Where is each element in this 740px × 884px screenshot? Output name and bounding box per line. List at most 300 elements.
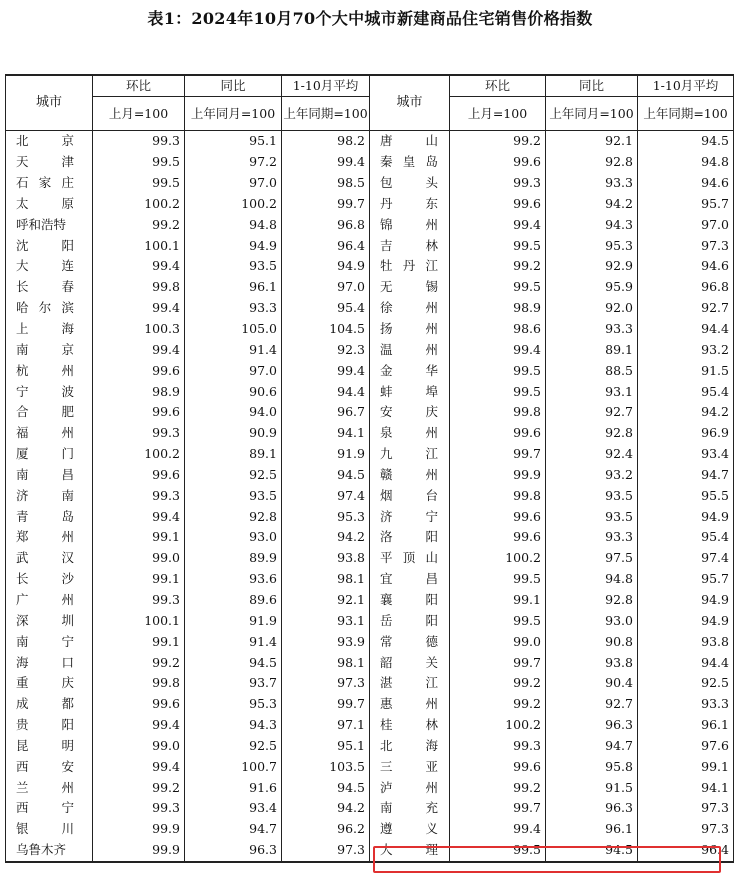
city-name-cell — [6, 715, 93, 736]
avg-value: 99.7 — [282, 694, 370, 715]
table-row — [6, 756, 734, 777]
avg-value: 94.5 — [282, 465, 370, 486]
mom-value: 99.3 — [93, 798, 185, 819]
avg-value: 97.3 — [638, 798, 734, 819]
city-name-cell — [370, 590, 450, 611]
yoy-value: 96.1 — [185, 277, 282, 298]
mom-value: 99.8 — [450, 402, 546, 423]
mom-value: 99.4 — [450, 819, 546, 840]
mom-value: 99.2 — [450, 673, 546, 694]
mom-value: 99.3 — [93, 485, 185, 506]
city-name: 杭州 — [16, 362, 74, 378]
city-name-cell — [6, 131, 93, 152]
header-mom-sub-right: 上月=100 — [450, 97, 546, 131]
city-name: 吉林 — [380, 237, 438, 253]
city-name-cell — [6, 819, 93, 840]
table-body — [6, 131, 734, 862]
city-name-cell — [6, 631, 93, 652]
mom-value: 99.9 — [93, 840, 185, 862]
city-name-cell — [6, 485, 93, 506]
yoy-value: 93.0 — [185, 527, 282, 548]
city-name: 洛阳 — [380, 529, 438, 545]
table-row — [6, 798, 734, 819]
avg-value: 99.4 — [282, 360, 370, 381]
city-name: 徐州 — [380, 300, 438, 316]
city-name-cell — [370, 444, 450, 465]
avg-value: 95.3 — [282, 506, 370, 527]
table-row — [6, 444, 734, 465]
header-yoy-left: 同比 — [185, 75, 282, 97]
city-name: 九江 — [380, 446, 438, 462]
city-name: 长沙 — [16, 571, 74, 587]
city-name-cell — [6, 339, 93, 360]
city-name: 湛江 — [380, 675, 438, 691]
avg-value: 98.1 — [282, 569, 370, 590]
yoy-value: 97.0 — [185, 173, 282, 194]
mom-value: 99.4 — [93, 756, 185, 777]
yoy-value: 93.0 — [546, 610, 638, 631]
avg-value: 93.3 — [638, 694, 734, 715]
city-name: 牡丹江 — [380, 258, 438, 274]
city-name: 唐山 — [380, 133, 438, 149]
avg-value: 93.8 — [282, 548, 370, 569]
yoy-value: 92.5 — [185, 735, 282, 756]
avg-value: 104.5 — [282, 319, 370, 340]
yoy-value: 93.4 — [185, 798, 282, 819]
mom-value: 99.2 — [93, 777, 185, 798]
table-row — [6, 610, 734, 631]
table-row — [6, 465, 734, 486]
table-row — [6, 152, 734, 173]
mom-value: 99.5 — [450, 277, 546, 298]
mom-value: 98.6 — [450, 319, 546, 340]
avg-value: 97.3 — [282, 840, 370, 862]
mom-value: 99.0 — [93, 548, 185, 569]
yoy-value: 96.3 — [546, 798, 638, 819]
city-name: 平顶山 — [380, 550, 438, 566]
avg-value: 93.4 — [638, 444, 734, 465]
city-name: 常德 — [380, 633, 438, 649]
city-name-cell — [6, 527, 93, 548]
city-name-cell — [370, 756, 450, 777]
city-name: 北京 — [16, 133, 74, 149]
mom-value: 99.2 — [93, 214, 185, 235]
table-row — [6, 840, 734, 862]
yoy-value: 105.0 — [185, 319, 282, 340]
yoy-value: 93.1 — [546, 381, 638, 402]
mom-value: 99.7 — [450, 444, 546, 465]
yoy-value: 94.7 — [546, 735, 638, 756]
yoy-value: 92.8 — [546, 590, 638, 611]
city-name-cell — [6, 652, 93, 673]
table-row — [6, 360, 734, 381]
table-row — [6, 194, 734, 215]
city-name: 襄阳 — [380, 591, 438, 607]
yoy-value: 94.5 — [185, 652, 282, 673]
avg-value: 96.4 — [638, 840, 734, 862]
city-name: 北海 — [380, 737, 438, 753]
city-name: 银川 — [16, 821, 74, 837]
city-name: 昆明 — [16, 737, 74, 753]
avg-value: 95.5 — [638, 485, 734, 506]
avg-value: 94.7 — [638, 465, 734, 486]
city-name: 武汉 — [16, 550, 74, 566]
avg-value: 94.9 — [638, 610, 734, 631]
price-index-table — [5, 74, 734, 863]
city-name: 桂林 — [380, 717, 438, 733]
mom-value: 99.5 — [93, 152, 185, 173]
city-name-cell — [370, 694, 450, 715]
mom-value: 100.3 — [93, 319, 185, 340]
mom-value: 99.2 — [450, 131, 546, 152]
avg-value: 94.9 — [282, 256, 370, 277]
city-name: 赣州 — [380, 466, 438, 482]
avg-value: 92.5 — [638, 673, 734, 694]
mom-value: 98.9 — [450, 298, 546, 319]
city-name: 丹东 — [380, 195, 438, 211]
mom-value: 99.0 — [93, 735, 185, 756]
avg-value: 93.8 — [638, 631, 734, 652]
header-mom-left: 环比 — [93, 75, 185, 97]
header-avg-sub-right: 上年同期=100 — [638, 97, 734, 131]
city-name-cell — [370, 152, 450, 173]
city-name-cell — [6, 610, 93, 631]
mom-value: 99.8 — [93, 673, 185, 694]
city-name-cell — [6, 360, 93, 381]
city-name: 无锡 — [380, 279, 438, 295]
city-name: 蚌埠 — [380, 383, 438, 399]
yoy-value: 96.3 — [546, 715, 638, 736]
yoy-value: 92.8 — [546, 423, 638, 444]
avg-value: 94.4 — [282, 381, 370, 402]
city-name-cell — [370, 819, 450, 840]
mom-value: 100.1 — [93, 610, 185, 631]
yoy-value: 92.9 — [546, 256, 638, 277]
city-name-cell — [6, 590, 93, 611]
city-name-cell — [6, 173, 93, 194]
mom-value: 99.5 — [450, 610, 546, 631]
avg-value: 96.7 — [282, 402, 370, 423]
yoy-value: 95.3 — [546, 235, 638, 256]
avg-value: 97.6 — [638, 735, 734, 756]
city-name: 韶关 — [380, 654, 438, 670]
city-name: 福州 — [16, 425, 74, 441]
avg-value: 94.2 — [282, 798, 370, 819]
city-name-cell — [6, 673, 93, 694]
yoy-value: 97.2 — [185, 152, 282, 173]
mom-value: 100.2 — [93, 194, 185, 215]
avg-value: 95.4 — [638, 381, 734, 402]
city-name-cell — [370, 360, 450, 381]
table-row — [6, 569, 734, 590]
mom-value: 99.1 — [93, 631, 185, 652]
avg-value: 95.4 — [282, 298, 370, 319]
yoy-value: 92.7 — [546, 402, 638, 423]
city-name-cell — [370, 319, 450, 340]
city-name-cell — [370, 527, 450, 548]
yoy-value: 91.9 — [185, 610, 282, 631]
city-name-cell — [6, 444, 93, 465]
city-name: 厦门 — [16, 446, 74, 462]
city-name: 天津 — [16, 154, 74, 170]
city-name: 惠州 — [380, 696, 438, 712]
city-name: 秦皇岛 — [380, 154, 438, 170]
avg-value: 98.2 — [282, 131, 370, 152]
avg-value: 94.9 — [638, 506, 734, 527]
city-name-cell — [370, 569, 450, 590]
city-name-cell — [370, 840, 450, 862]
table-row — [6, 485, 734, 506]
table-row — [6, 548, 734, 569]
yoy-value: 95.8 — [546, 756, 638, 777]
avg-value: 98.5 — [282, 173, 370, 194]
mom-value: 98.9 — [93, 381, 185, 402]
city-name: 包头 — [380, 175, 438, 191]
city-name: 南昌 — [16, 466, 74, 482]
table-row — [6, 527, 734, 548]
avg-value: 92.1 — [282, 590, 370, 611]
yoy-value: 94.3 — [185, 715, 282, 736]
city-name: 郑州 — [16, 529, 74, 545]
avg-value: 96.4 — [282, 235, 370, 256]
mom-value: 99.6 — [93, 360, 185, 381]
header-avg-left: 1-10月平均 — [282, 75, 370, 97]
mom-value: 99.3 — [93, 590, 185, 611]
city-name-cell — [370, 735, 450, 756]
yoy-value: 94.3 — [546, 214, 638, 235]
city-name: 贵阳 — [16, 717, 74, 733]
header-mom-sub-left: 上月=100 — [93, 97, 185, 131]
city-name: 大理 — [380, 842, 438, 858]
header-yoy-sub-left: 上年同月=100 — [185, 97, 282, 131]
avg-value: 94.2 — [638, 402, 734, 423]
city-name: 金华 — [380, 362, 438, 378]
table-row — [6, 173, 734, 194]
city-name: 烟台 — [380, 487, 438, 503]
mom-value: 99.5 — [450, 569, 546, 590]
table-row — [6, 235, 734, 256]
city-name-cell — [370, 256, 450, 277]
yoy-value: 91.5 — [546, 777, 638, 798]
mom-value: 99.3 — [450, 735, 546, 756]
mom-value: 99.6 — [450, 527, 546, 548]
mom-value: 99.2 — [450, 256, 546, 277]
mom-value: 99.0 — [450, 631, 546, 652]
yoy-value: 100.2 — [185, 194, 282, 215]
avg-value: 93.1 — [282, 610, 370, 631]
city-name-cell — [6, 506, 93, 527]
city-name: 西安 — [16, 758, 74, 774]
table-row — [6, 777, 734, 798]
table-row — [6, 256, 734, 277]
avg-value: 96.1 — [638, 715, 734, 736]
city-name-cell — [370, 214, 450, 235]
table-row — [6, 423, 734, 444]
mom-value: 99.2 — [450, 694, 546, 715]
avg-value: 99.1 — [638, 756, 734, 777]
yoy-value: 93.3 — [185, 298, 282, 319]
table-row — [6, 277, 734, 298]
mom-value: 100.2 — [93, 444, 185, 465]
mom-value: 99.1 — [93, 527, 185, 548]
city-name: 合肥 — [16, 404, 74, 420]
yoy-value: 92.5 — [185, 465, 282, 486]
city-name-cell — [6, 694, 93, 715]
city-name: 泸州 — [380, 779, 438, 795]
city-name-cell — [6, 319, 93, 340]
city-name: 深圳 — [16, 612, 74, 628]
mom-value: 99.5 — [450, 235, 546, 256]
avg-value: 94.2 — [282, 527, 370, 548]
mom-value: 99.5 — [450, 381, 546, 402]
avg-value: 93.2 — [638, 339, 734, 360]
city-name: 宁波 — [16, 383, 74, 399]
city-name: 太原 — [16, 195, 74, 211]
city-name-cell — [370, 381, 450, 402]
yoy-value: 91.4 — [185, 339, 282, 360]
yoy-value: 93.7 — [185, 673, 282, 694]
yoy-value: 95.9 — [546, 277, 638, 298]
table-row — [6, 715, 734, 736]
mom-value: 99.2 — [93, 652, 185, 673]
avg-value: 94.6 — [638, 256, 734, 277]
mom-value: 99.6 — [450, 756, 546, 777]
city-name-cell — [370, 673, 450, 694]
city-name: 安庆 — [380, 404, 438, 420]
mom-value: 99.4 — [450, 214, 546, 235]
yoy-value: 93.3 — [546, 319, 638, 340]
avg-value: 94.9 — [638, 590, 734, 611]
mom-value: 99.1 — [450, 590, 546, 611]
yoy-value: 91.4 — [185, 631, 282, 652]
city-name-cell — [6, 194, 93, 215]
city-name-cell — [370, 339, 450, 360]
mom-value: 99.6 — [450, 194, 546, 215]
yoy-value: 94.7 — [185, 819, 282, 840]
table-row — [6, 131, 734, 152]
city-name: 成都 — [16, 696, 74, 712]
city-name-cell — [370, 173, 450, 194]
yoy-value: 93.5 — [546, 485, 638, 506]
header-mom-right: 环比 — [450, 75, 546, 97]
mom-value: 99.9 — [450, 465, 546, 486]
mom-value: 99.4 — [93, 339, 185, 360]
city-name: 南宁 — [16, 633, 74, 649]
header-city-left: 城市 — [6, 75, 93, 131]
avg-value: 99.4 — [282, 152, 370, 173]
city-name: 哈尔滨 — [16, 300, 74, 316]
city-name-cell — [6, 465, 93, 486]
city-name-cell — [370, 465, 450, 486]
yoy-value: 89.1 — [546, 339, 638, 360]
table-row — [6, 631, 734, 652]
city-name-cell — [370, 277, 450, 298]
header-yoy-sub-right: 上年同月=100 — [546, 97, 638, 131]
city-name-cell — [6, 798, 93, 819]
avg-value: 97.0 — [282, 277, 370, 298]
table-row — [6, 673, 734, 694]
mom-value: 99.4 — [93, 256, 185, 277]
yoy-value: 94.9 — [185, 235, 282, 256]
city-name-cell — [6, 423, 93, 444]
table-row — [6, 590, 734, 611]
avg-value: 103.5 — [282, 756, 370, 777]
yoy-value: 89.6 — [185, 590, 282, 611]
city-name: 岳阳 — [380, 612, 438, 628]
city-name-cell — [6, 840, 93, 862]
avg-value: 95.7 — [638, 194, 734, 215]
city-name: 宜昌 — [380, 571, 438, 587]
yoy-value: 93.3 — [546, 173, 638, 194]
city-name-cell — [6, 256, 93, 277]
header-city-right: 城市 — [370, 75, 450, 131]
yoy-value: 93.6 — [185, 569, 282, 590]
yoy-value: 89.1 — [185, 444, 282, 465]
city-name: 海口 — [16, 654, 74, 670]
city-name: 南充 — [380, 800, 438, 816]
yoy-value: 94.8 — [185, 214, 282, 235]
yoy-value: 93.5 — [185, 256, 282, 277]
yoy-value: 92.1 — [546, 131, 638, 152]
yoy-value: 88.5 — [546, 360, 638, 381]
city-name: 石家庄 — [16, 175, 74, 191]
city-name-cell — [6, 214, 93, 235]
table-row — [6, 652, 734, 673]
yoy-value: 91.6 — [185, 777, 282, 798]
yoy-value: 93.3 — [546, 527, 638, 548]
avg-value: 93.9 — [282, 631, 370, 652]
mom-value: 99.2 — [450, 777, 546, 798]
table-row — [6, 319, 734, 340]
yoy-value: 96.1 — [546, 819, 638, 840]
yoy-value: 95.3 — [185, 694, 282, 715]
city-name: 长春 — [16, 279, 74, 295]
city-name-cell — [6, 548, 93, 569]
table-row — [6, 298, 734, 319]
city-name: 遵义 — [380, 821, 438, 837]
avg-value: 98.1 — [282, 652, 370, 673]
mom-value: 99.6 — [93, 694, 185, 715]
avg-value: 99.7 — [282, 194, 370, 215]
city-name: 锦州 — [380, 216, 438, 232]
yoy-value: 90.6 — [185, 381, 282, 402]
city-name-cell — [370, 798, 450, 819]
mom-value: 100.2 — [450, 715, 546, 736]
yoy-value: 93.5 — [546, 506, 638, 527]
avg-value: 96.8 — [282, 214, 370, 235]
avg-value: 96.9 — [638, 423, 734, 444]
mom-value: 99.5 — [450, 840, 546, 862]
yoy-value: 94.8 — [546, 569, 638, 590]
city-name-cell — [6, 152, 93, 173]
avg-value: 94.4 — [638, 652, 734, 673]
mom-value: 99.7 — [450, 798, 546, 819]
mom-value: 99.4 — [93, 298, 185, 319]
avg-value: 94.5 — [638, 131, 734, 152]
city-name-cell — [370, 298, 450, 319]
city-name-cell — [6, 277, 93, 298]
avg-value: 94.1 — [638, 777, 734, 798]
yoy-value: 95.1 — [185, 131, 282, 152]
city-name-cell — [6, 402, 93, 423]
table-row — [6, 339, 734, 360]
avg-value: 92.7 — [638, 298, 734, 319]
avg-value: 97.3 — [638, 235, 734, 256]
yoy-value: 90.9 — [185, 423, 282, 444]
mom-value: 99.3 — [93, 423, 185, 444]
city-name-cell — [370, 631, 450, 652]
avg-value: 91.9 — [282, 444, 370, 465]
